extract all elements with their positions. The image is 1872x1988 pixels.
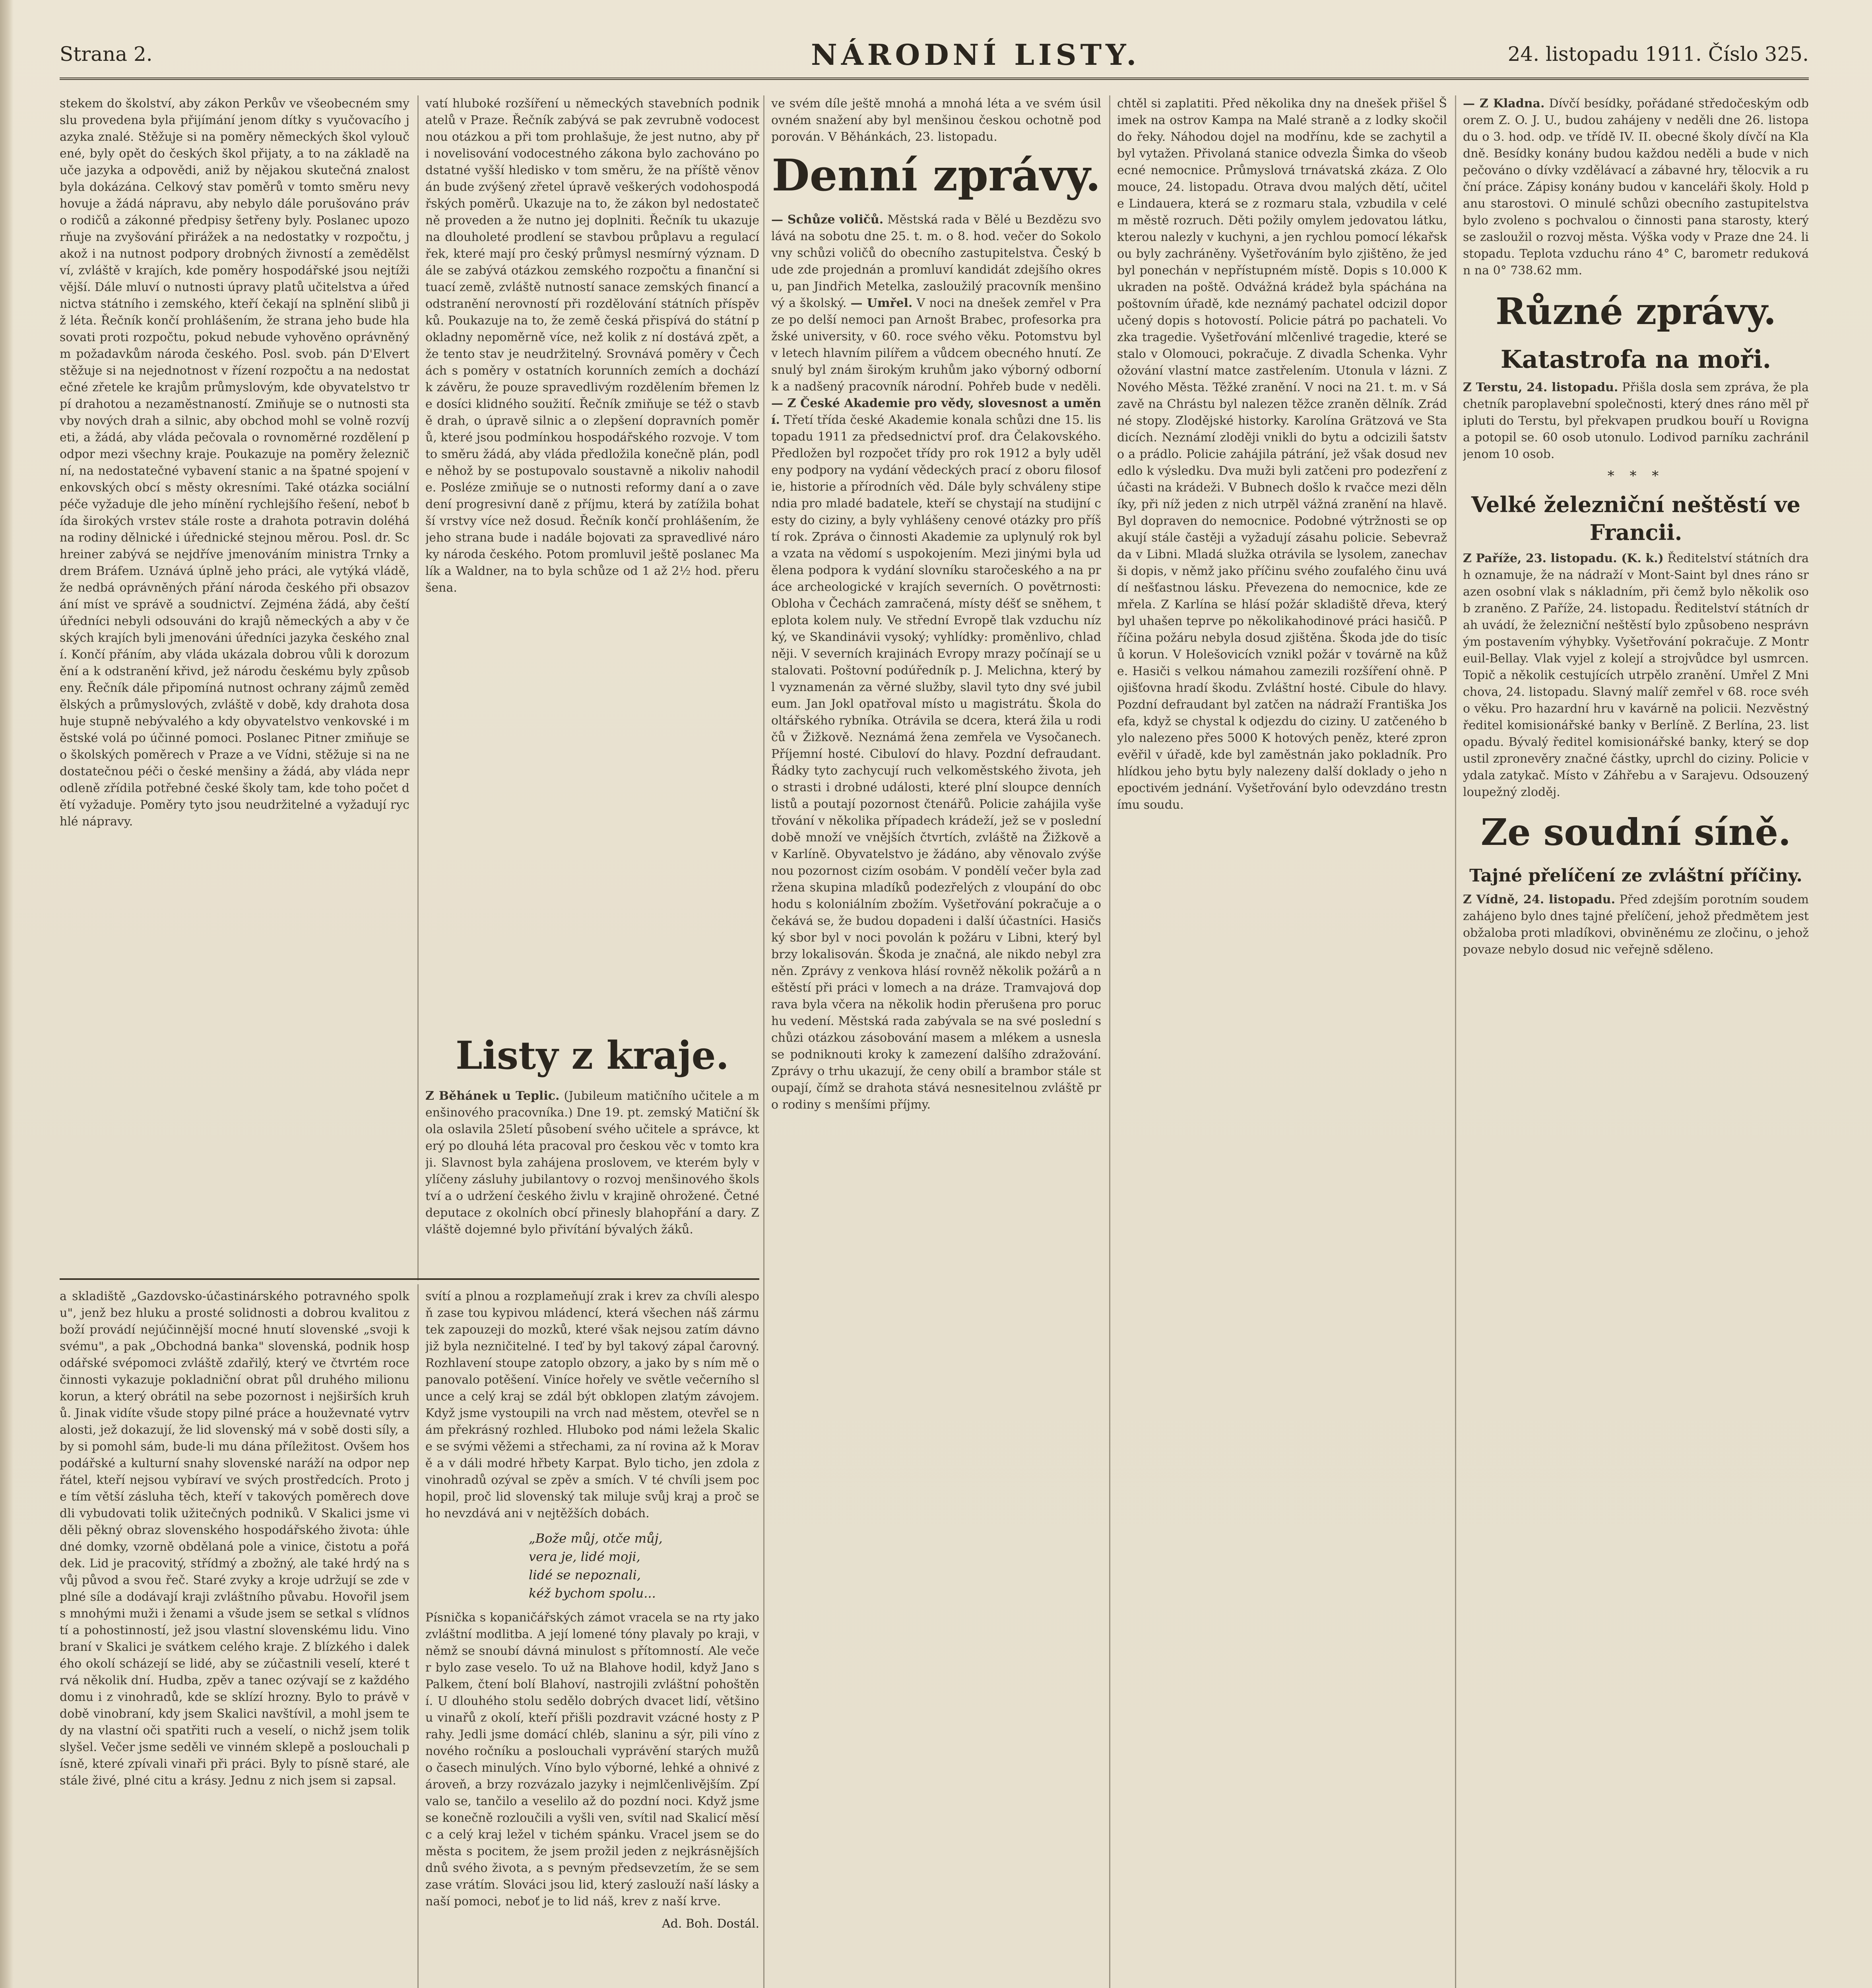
article-body: Z Terstu, 24. listopadu. Přišla dosla sem zpráva, že plachetník paroplavební společnosti, který dnes ráno měl připluti do Terstu, byl překvapen prudkou bouří u Rovigna a potopil se. 60 osob utonulo. Lodivod parníku zachránil jenom 10 osob. [1463,381,1809,461]
column-rule [763,95,764,1988]
article-body: Písnička s kopaničářských zámot vracela se na rty jako zvláštní modlitba. A její lomené tóny plavaly po kraji, v němž se snoubí dávná minulost s přítomností. Ale večer bylo zase veselo. To už na Blahove hodil, když Jano s Palkem, čtení bolí Blahoví, nastrojili zvláštní pohoštění. U dlouhého stolu sedělo dobrých dvacet lidí, většinou vinařů z okolí, kteří přišli pozdravit vzácné hosty z Prahy. Jedli jsme domácí chléb, slaninu a sýr, pili víno z nového ročníku a poslouchali vyprávění starých mužů o časech minulých. Víno bylo výborné, lehké a ohnivé zároveň, a brzy rozvázalo jazyky i nejmlčenlivějším. Zpívalo se, tančilo a veselilo až do pozdní noci. Když jsme se konečně rozloučili a vyšli ven, svítil nad Skalicí měsíc a celý kraj ležel v tichém spánku. Vracel jsem se do města s pocitem, že jsem prožil jeden z nejkrásnějších dnů svého života, a s pevným předsevzetím, že se sem zase vrátím. Slováci jsou lid, který zaslouží naší lásky a naší pomoci, neboť je to lid náš, krev z naší krve. [425,1611,759,1908]
subheading-tajne-preliceni: Tajné přelíčení ze zvláštní příčiny. [1469,866,1802,886]
column-5 [1463,95,1809,1988]
section-rule [60,1278,759,1280]
article-lead: — Umřel. [850,296,913,310]
feuilleton-right [425,1288,759,1988]
section-heading-ze-soudni-sine: Ze soudní síně. [1480,811,1791,854]
subheading-katastrofa: Katastrofa na moři. [1500,345,1771,374]
column-rule [417,1284,419,1988]
listy-z-kraje-section [425,1030,759,1276]
poem-line: kéž bychom spolu... [529,1586,656,1601]
poem-line: lidé se nepoznali, [529,1567,641,1582]
article-lead: Z Běhánek u Teplic. [425,1089,560,1103]
column-rule [417,95,419,1280]
poem [425,1529,759,1602]
article-lead: Z Vídně, 24. listopadu. [1463,893,1616,907]
subheading-velke-nestesti: Velké železniční neštěstí ve Francii. [1471,492,1800,545]
section-divider: * * * [1607,468,1664,484]
article-body: svítí a plnou a rozplameňují zrak i krev za chvíli alespoň zase tou kypivou mládencí, která všechen náš zármutek zapouzeji do mozků, které však nejsou zatím dávno již byla nezničitelné. I teď by byl takový zápal čarovný. Rozhlavení stoupe zatoplo obzory, a jako by s ním mě opanovalo potěšení. Viníce hořely ve světle večerního slunce a celý kraj se zdál být obklopen zlatým závojem. Když jsme vystoupili na vrch nad městem, otevřel se nám překrásný rozhled. Hluboko pod námi ležela Skalice se svými věžemi a střechami, za ní rovina až k Moravě a v dáli modré hřbety Karpat. Bylo ticho, jen zdola z vinohradů ozýval se zpěv a smích. V té chvíli jsem pochopil, proč lid slovenský tak miluje svůj kraj a proč se ho nevzdává ani v nejtěžších dobách. [425,1289,759,1520]
column-3 [771,95,1101,1988]
binding-edge [0,0,14,1988]
section-heading-ruzne-zpravy: Různé zprávy. [1495,290,1777,333]
article-body: a skladiště „Gazdovsko-účastinárského potravného spolku", jenž bez hluku a prosté solidnosti a dobrou kvalitou zboží provádí nejúčinnější mocné hnutí slovenské „svoji k svému", a pak „Obchodná banka" slovenská, podnik hospodářské svépomoci zvláště zdařilý, který ve čtvrtém roce činnosti vykazuje pokladniční obrat půl druhého milionu korun, a který obrátil na sebe pozornost i nejširších kruhů. Jinak vidíte všude stopy pilné práce a houževnaté vytrvalosti, jež dokazují, že lid slovenský má v sobě dosti síly, aby si pomohl sám, bude-li mu dána příležitost. Ovšem hospodářské a kulturní snahy slovenské naráží na odpor nepřátel, kteří nejsou vybíraví ve svých prostředcích. Proto je tím větší zásluha těch, kteří v takových poměrech dovedli vybudovati tolik užitečných podniků. V Skalici jsme viděli pěkný obraz slovenského hospodářského života: úhledné domky, vzorně obdělaná pole a vinice, čistotu a pořádek. Lid je pracovitý, střídmý a zbožný, ale také hrdý na svůj původ a svou řeč. Staré zvyky a kroje udržují se zde v plné síle a dodávají kraji zvláštního půvabu. Hovořil jsem s mnohými muži i ženami a všude jsem se setkal s vlídností a pohostinností, jež jsou vlastní slovenskému lidu. Vinobraní v Skalici je svátkem celého kraje. Z blízkého i dalekého okolí scházejí se lidé, aby se zúčastnili veselí, které trvá několik dní. Hudba, zpěv a tanec ozývají se z každého domu i z vinohradů, kde se sklízí hrozny. Bylo to právě v době vinobraní, kdy jsem Skalici navštívil, a mohl jsem tedy na vlastní oči spatřiti ruch a veselí, o nichž jsem tolik slyšel. Večer jsme seděli ve vinném sklepě a poslouchali písně, které zpívali vinaři při práci. Byly to písně staré, ale stále živé, plné citu a krásy. Jednu z nich jsem si zapsal. [60,1289,409,1788]
section-heading-denni-zpravy: Denní zprávy. [772,149,1101,201]
article-lead: Z Terstu, 24. listopadu. [1463,381,1618,394]
poem-line: „Bože můj, otče můj, [529,1531,663,1546]
article-body: — Schůze voličů. Městská rada v Bělé u Bezdězu svolává na sobotu dne 25. t. m. o 8. hod. večer do Sokolovny schůzi voličů do obecního zastupitelstva. Český bude zde projednán a promluví kandidát zdejšího okresu, pan Jindřich Metelka, zasloužilý pracovník menšinový a školský. — Umřel. V noci na dnešek zemřel v Praze po delší nemoci pan Arnošt Brabec, profesorka pražské university, v 60. roce svého věku. Potomstvu byl v letech hlavním pilířem a vůdcem obecného hnutí. Zesnulý byl znám širokým kruhům jako výborný odborník a nadšený pracovník národní. Pohřeb bude v neděli. — Z České Akademie pro vědy, slovesnost a umění. Třetí třída české Akademie konala schůzi dne 15. listopadu 1911 za předsednictví prof. dra Čelakovského. Předložen byl rozpočet třídy pro rok 1912 a byly uděleny podpory na vydání vědeckých prací z oboru filosofie, historie a přírodních věd. Dále byly schváleny stipendia pro mladé badatele, kteří se chystají na studijní cesty do ciziny, a byly vyhlášeny cenové otázky pro příští rok. Zpráva o činnosti Akademie za uplynulý rok byla vzata na vědomí s uspokojením. Mezi jinými byla udělena podpora k vydání slovníku staročeského a na práce archeologické v krajích severních. O povětrnosti: Obloha v Čechách zamračená, místy déšť se sněhem, teplota kolem nuly. Ve střední Evropě tlak vzduchu nízký, ve Skandinávii vysoký; vyhlídky: proměnlivo, chladněji. V severních krajinách Evropy mrazy počínají se ustalovati. Poštovní podúředník p. J. Melichna, který byl vyznamenán za věrné služby, slavil tyto dny své jubileum. Jan Jokl opatřoval místo u magistrátu. Škola do oltářského rybníka. Otrávila se dcera, která žila u rodičů v Žižkově. Neznámá žena zemřela ve Vysočanech. Příjemní hosté. Cibuloví do hlavy. Pozdní defraudant. Řádky tyto zachycují ruch velkoměstského života, jeho strasti i drobné události, které plní sloupce denních listů a poutají pozornost čtenářů. Policie zahájila vyšetřování v několika případech krádeží, jež se v poslední době množí ve vnějších čtvrtích, zvláště na Žižkově a v Karlíně. Obyvatelstvo je žádáno, aby věnovalo zvýšenou pozornost cizím osobám. V pondělí večer byla zadržena skupina mladíků podezřelých z vloupání do obchodu s koloniálním zbožím. Vyšetřování pokračuje a očekává se, že budou dopadeni i další účastníci. Hasičský sbor byl v noci povolán k požáru v Libni, který byl brzy lokalisován. Škoda je značná, ale nikdo nebyl zraněn. Zprávy z venkova hlásí rovněž několik požárů a neštěstí při práci v lomech a na dráze. Tramvajová doprava byla včera na několik hodin přerušena pro poruchu vedení. Městská rada zabývala se na své poslední schůzi otázkou zásobování masem a mlékem a usnesla se podniknouti kroky k zamezení dalšího zdražování. Zprávy o trhu ukazují, že ceny obilí a brambor stále stoupají, čímž se drahota stává nesnesitelnou zvláště pro rodiny s menšími příjmy. [771,213,1101,1112]
column-4 [1117,95,1447,1988]
signature: Ad. Boh. Dostál. [662,1917,759,1931]
article-body: stekem do školství, aby zákon Perkův ve všeobecném smyslu provedena byla přijímání jenom dítky s vyučovacího jazyka znalé. Stěžuje si na poměry německých škol vyloučené, byly opět do českých škol přijaty, a to na základě nauče jazyka a odpovědi, aniž by nějakou skutečná znalost byla dokázána. Celkový stav poměrů v tomto směru nevyhovuje a žádá nápravu, aby nebylo dále porušováno právo rodičů a zákonné předpisy šetřeny byly. Poslanec upozorňuje na zvyšování přirážek a na nedostatky v rozpočtu, jakož i na nutnost podpory drobných živností a zemědělství, zvláště v krajích, kde poměry hospodářské jsou nejtíživější. Dále mluví o nutnosti úpravy platů učitelstva a úřednictva státního i zemského, kteří čekají na splnění slibů již léta. Řečník končí prohlášením, že strana jeho bude hlasovati proti rozpočtu, pokud nebude vyhověno oprávněným požadavkům národa českého. Posl. svob. pán D'Elvert stěžuje si na nejednotnost v řízení rozpočtu a na nedostatečné zřetele ke krajům průmyslovým, kde obyvatelstvo trpí drahotou a nezaměstnaností. Zmiňuje se o nutnosti stavby nových drah a silnic, aby obchod mohl se volně rozvíjeti, a žádá, aby vláda pečovala o rovnoměrné rozdělení podpor mezi všechny kraje. Poukazuje na poměry železniční, na nedostatečné vybavení stanic a na špatné spojení venkovských obcí s městy okresními. Také otázka sociální péče vyžaduje dle jeho mínění rychlejšího řešení, neboť bída širokých vrstev stále roste a drahota potravin doléhá na rodiny dělnické i úřednické stejnou měrou. Posl. dr. Schreiner zabývá se nejdříve jmenováním ministra Trnky a drem Bráfem. Uznává úplně jeho práci, ale vytýká vládě, že nedbá oprávněných přání národa českého při obsazování míst ve správě a soudnictví. Zejména žádá, aby čeští úředníci nebyli odsouváni do krajů německých a aby v českých krajích byli jmenováni úředníci jazyka českého znalí. Končí přáním, aby vláda ukázala dobrou vůli k dorozumění a k odstranění křivd, jež národu českému byly způsobeny. Řečník dále připomíná nutnost ochrany zájmů zemědělských a průmyslových, zvláště v době, kdy drahota dosahuje stupně nebývalého a kdy obyvatelstvo venkovské i městské volá po účinné pomoci. Poslanec Pitner zmiňuje se o školských poměrech v Praze a ve Vídni, stěžuje si na nedostatečnou péči o české menšiny a žádá, aby vláda neprodleně zřídila potřebné české školy tam, kde toho počet dětí vyžaduje. Poměry tyto jsou neudržitelné a vyžadují rychlé nápravy. [60,97,409,829]
article-lead: Z Paříže, 23. listopadu. (K. k.) [1463,551,1664,565]
masthead [60,38,1809,80]
column-rule [1109,95,1110,1988]
article-body: vatí hluboké rozšíření u německých stavebních podnikatelů v Praze. Řečník zabývá se pak zevrubně vodocestnou otázkou a při tom prohlašuje, že jest nutno, aby při novelisování vodocestného zákona bylo zachováno podstatné vyšší hledisko v tom směru, že na příště věnován bude zvýšený zřetel úpravě veškerých vodohospodářských poměrů. Ukazuje na to, že zákon byl nedostatečně proveden a že nutno jej doplniti. Řečník tu ukazuje na dlouholeté prodlení se stavbou průplavu a regulací řek, které mají pro český průmysl nesmírný význam. Dále se zabývá otázkou zemského rozpočtu a finanční situací země, zvláště nutností sanace zemských financí a odstranění nerovností při rozdělování státních příspěvků. Poukazuje na to, že země česká přispívá do státní pokladny nepoměrně více, než kolik z ní dostává zpět, a že tento stav je neudržitelný. Srovnává poměry v Čechách s poměry v ostatních korunních zemích a dochází k závěru, že pouze spravedlivým rozdělením břemen lze dosíci klidného soužití. Řečník zmiňuje se též o stavbě drah, o úpravě silnic a o zlepšení dopravních poměrů, které jsou podmínkou hospodářského rozvoje. V tomto směru žádá, aby vláda předložila konečně plán, podle něhož by se postupovalo soustavně a nikoliv nahodile. Posléze zmiňuje se o nutnosti reformy daní a o zavedení progresivní daně z příjmu, která by zatížila bohatší vrstvy více než dosud. Řečník končí prohlášením, že jeho strana bude i nadále bojovati za spravedlivé nároky národa českého. Potom promluvil ještě poslanec Malík a Waldner, na to byla schůze od 1 až 2½ hod. přerušena. [425,97,759,595]
section-heading-listy-z-kraje: Listy z kraje. [455,1033,729,1078]
column-1-top [60,95,409,1272]
article-body: ve svém díle ještě mnohá a mnohá léta a ve svém úsilovném snažení aby byl menšinou českou ochotně podporován. V Běhánkách, 23. listopadu. [771,97,1101,144]
dateline: 24. listopadu 1911. Číslo 325. [1507,43,1809,66]
newspaper-title: NÁRODNÍ LISTY. [811,38,1141,72]
article-body: Z Vídně, 24. listopadu. Před zdejším porotním soudem zahájeno bylo dnes tajné přelíčení, jehož předmětem jest obžaloba proti mladíkovi, obviněnému ze zločinu, o jehož povaze nebylo dosud nic veřejně sděleno. [1463,893,1809,957]
article-body: — Z Kladna. Dívčí besídky, pořádané středočeským odborem Z. O. J. U., budou zahájeny v neděli dne 26. listopadu o 3. hod. odp. ve třídě IV. II. obecné školy dívčí na Kladně. Besídky konány budou každou neděli a bude v nich pečováno o dívky vzdělávací a zábavné hry, tělocvik a ruční práce. Zápisy konány budou v kanceláři školy. Hold panu starostovi. O minulé schůzi obecního zastupitelstva bylo zvoleno s pochvalou o činnosti pana starosty, který se zasloužil o rozvoj města. Výška vody v Praze dne 24. listopadu. Teplota vzduchu ráno 4° C, barometr redukován na 0° 738.62 mm. [1463,97,1809,278]
column-rule [1455,95,1456,1988]
feuilleton-left [60,1288,409,1988]
poem-line: vera je, lidé moji, [529,1549,640,1564]
column-2-top [425,95,759,1018]
article-body: chtěl si zaplatiti. Před několika dny na dnešek přišel Šimek na ostrov Kampa na Malé straně a z lodky skočil do řeky. Náhodou dojel na modřínu, kde se zachytil a byl vytažen. Přivolaná stanice odvezla Šimka do všeobecné nemocnice. Průmyslová trnávatská zkáza. Z Olomouce, 24. listopadu. Otrava dvou malých dětí, učitele Lindauera, která se z rozmaru stala, vzbudila v celém městě rozruch. Děti požily omylem jedovatou látku, kterou nalezly v kuchyni, a jen rychlou pomocí lékařskou byly zachráněny. Vyšetřováním bylo zjištěno, že jed byl ponechán v nepřístupném místě. Dopis s 10.000 K ukraden na poště. Odvážná krádež byla spáchána na poštovním úřadě, kde neznámý pachatel odcizil doporučený dopis s hotovostí. Policie pátrá po pachateli. Vozka tragedie. Vyšetřování mlčenlivé tragedie, které se stalo v Olomouci, pokračuje. Z divadla Schenka. Vyhrožování vlastní matce zastřelením. Utonula v lázni. Z Nového Města. Těžké zranění. V noci na 21. t. m. v Sázavě na Chrástu byl nalezen těžce zraněn dělník. Zrádné stopy. Zlodějské historky. Karolína Grätzová ve Stadicích. Neznámí zloději vnikli do bytu a odcizili šatstvo a prádlo. Policie zahájila pátrání, jež však dosud nevedlo k výsledku. Dva muži byli zatčeni pro podezření z účasti na krádeži. V Bubnech došlo k rvačce mezi dělníky, při níž jeden z nich utrpěl vážná zranění na hlavě. Byl dopraven do nemocnice. Podobné výtržnosti se opakují stále častěji a vyžadují zásahu policie. Sebevražda v Libni. Mladá služka otrávila se lysolem, zanechavši dopis, v němž jako příčinu svého zoufalého činu uvádí nešťastnou lásku. Převezena do nemocnice, kde zemřela. Z Karlína se hlásí požár skladiště dřeva, který byl uhašen teprve po několikahodinové práci hasičů. Příčina požáru nebyla dosud zjištěna. Škoda jde do tisíců korun. V Holešovicích vznikl požár v továrně na kůže. Hasiči s velkou námahou zamezili rozšíření ohně. Pojišťovna hradí škodu. Zvláštní hosté. Cibule do hlavy. Pozdní defraudant byl zatčen na nádraží Františka Josefa, když se chystal k odjezdu do ciziny. U zatčeného bylo nalezeno přes 5000 K hotových peněz, které zpronevěřil v úřadě, kde byl zaměstnán jako pokladník. Prohlídkou jeho bytu byly nalezeny další doklady o jeho nepoctivém jednání. Vyšetřování bylo odevzdáno trestnímu soudu. [1117,97,1447,812]
article-body: Z Paříže, 23. listopadu. (K. k.) Ředitelství státních drah oznamuje, že na nádraží v Mont-Saint byl dnes ráno srazen osobní vlak s nákladním, při čemž bylo několik osob zraněno. Z Paříže, 24. listopadu. Ředitelství státních drah uvádí, že železniční neštěstí bylo způsobeno nesprávným postavením výhybky. Vyšetřování pokračuje. Z Montreuil-Bellay. Vlak vyjel z kolejí a strojvůdce byl usmrcen. Topič a několik cestujících utrpělo zranění. Umřel Z Mnichova, 24. listopadu. Slavný malíř zemřel v 68. roce svého věku. Pro hazardní hru v kavárně na policii. Nezvěstný ředitel komisionářské banky v Berlíně. Z Berlína, 23. listopadu. Bývalý ředitel komisionářské banky, který se dopustil zpronevěry značné částky, uprchl do ciziny. Policie vydala zatykač. Místo v Záhřebu a v Sarajevu. Odsouzený loupežný zloděj. [1463,551,1809,799]
article-body: Z Běhánek u Teplic. (Jubileum matičního učitele a menšinového pracovníka.) Dne 19. pt. zemský Matiční škola oslavila 25letí působení svého učitele a správce, který po dlouhá léta pracoval pro českou věc v tomto kraji. Slavnost byla zahájena proslovem, ve kterém byly vylíčeny zásluhy jubilantovy o rozvoj menšinového školství a o udržení českého živlu v krajině ohrožené. Četné deputace z okolních obcí přinesly blahopřání a dary. Zvláště dojemné bylo přivítání bývalých žáků. [425,1089,759,1237]
article-lead: — Z Kladna. [1463,97,1545,111]
page-number: Strana 2. [60,43,153,66]
article-lead: — Z České Akademie pro vědy, slovesnost a umění. [771,396,1101,427]
article-lead: — Schůze voličů. [771,213,884,227]
